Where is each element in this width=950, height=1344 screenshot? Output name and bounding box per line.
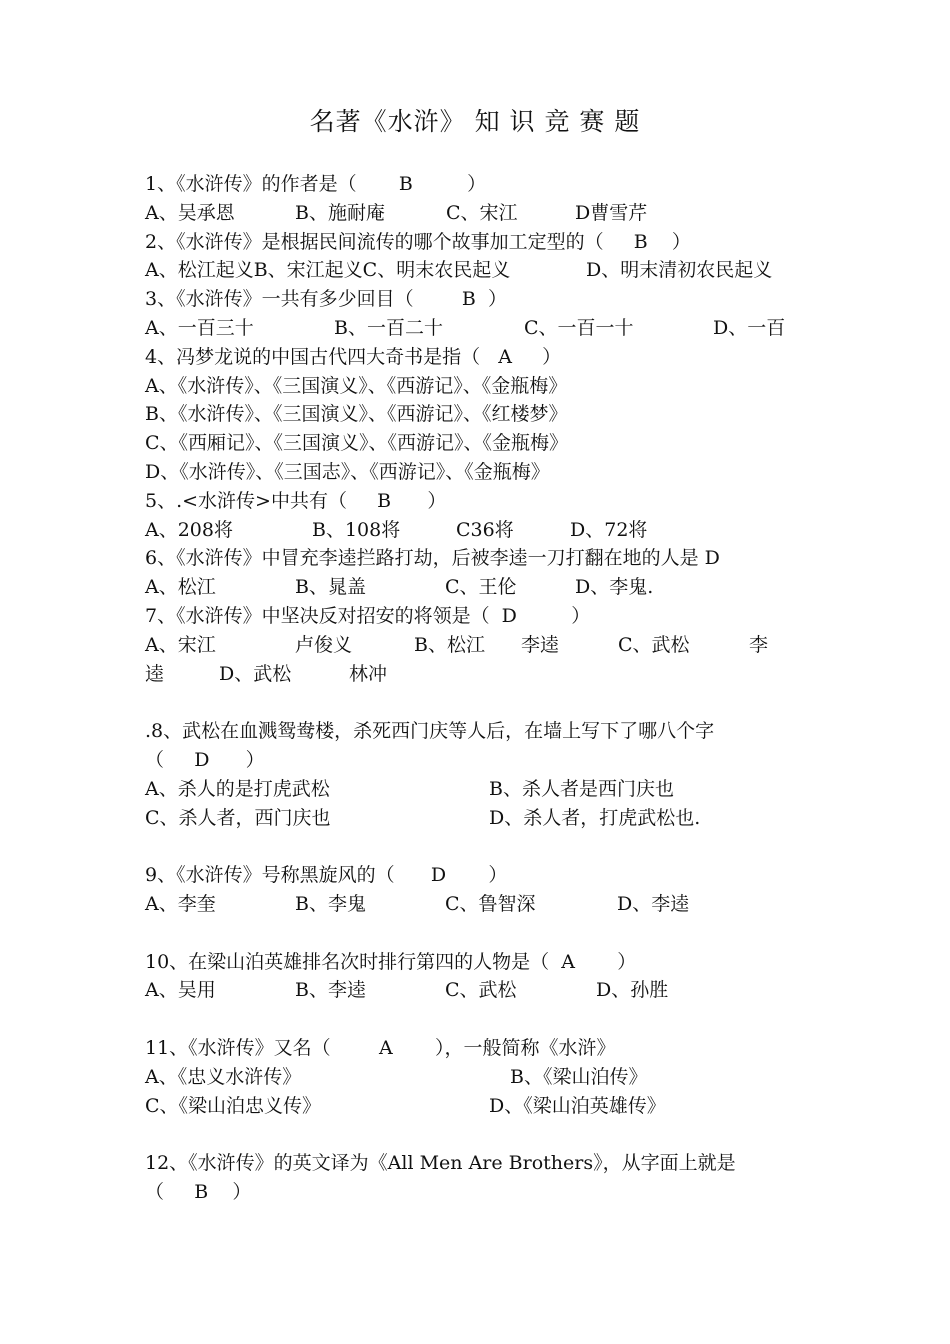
option-c: C、武松: [445, 979, 517, 1002]
option-c: C、《西厢记》、《三国演义》、《西游记》、《金瓶梅》: [145, 432, 569, 455]
option-b: B、晁盖: [295, 576, 366, 599]
option-b: B、《水浒传》、《三国演义》、《西游记》、《红楼梦》: [145, 403, 568, 426]
option-c: C、武松: [618, 633, 690, 656]
option-a: A、吴用: [145, 979, 216, 1002]
options-row: [145, 775, 825, 804]
option-b: B、施耐庵: [295, 201, 385, 224]
option-b-second: 李逵: [521, 633, 560, 656]
option-b: B、108将: [312, 518, 401, 541]
option-a-second: 卢俊义: [295, 633, 353, 656]
question-stem-cont: （ D ）: [145, 748, 265, 771]
question-10: [145, 948, 825, 1006]
question-2: [145, 228, 825, 286]
question-stem: 10、在梁山泊英雄排名次时排行第四的人物是（ A ）: [145, 950, 637, 973]
options-row: [145, 1063, 825, 1092]
options-row: [145, 976, 825, 1005]
option-d: D、李逵: [617, 892, 690, 915]
option-c-second-cont: 逵: [145, 662, 165, 685]
blank-line: [145, 832, 825, 861]
option-a: A、宋江: [145, 633, 216, 656]
option-b: B、李逵: [295, 979, 366, 1002]
question-6: [145, 544, 825, 602]
options-row: [145, 804, 825, 833]
option-a: A、吴承恩: [145, 201, 235, 224]
question-11: [145, 1034, 825, 1120]
options-row: [145, 314, 825, 343]
options-row: [145, 199, 825, 228]
question-stem: 1、《水浒传》的作者是（ B ）: [145, 173, 487, 195]
question-5: [145, 487, 825, 545]
option-a: A、杀人的是打虎武松: [145, 777, 330, 800]
question-stem: 11、《水浒传》又名（ A ），一般简称《水浒》: [145, 1036, 616, 1059]
option-c: C36将: [456, 518, 514, 541]
option-c: C、王伦: [445, 576, 517, 599]
question-4: [145, 343, 825, 487]
options-row: [145, 631, 825, 660]
blank-line: [145, 1005, 825, 1034]
option-d: D、李鬼.: [575, 576, 654, 599]
option-a: A、《忠义水浒传》: [145, 1065, 302, 1088]
option-c-second: 李: [749, 633, 769, 656]
options-row: [145, 890, 825, 919]
question-stem-cont: （ B ）: [145, 1180, 252, 1203]
option-d: D、《水浒传》、《三国志》、《西游记》、《金瓶梅》: [145, 460, 550, 483]
question-stem: 12、《水浒传》的英文译为《All Men Are Brothers》，从字面上就是: [145, 1152, 736, 1175]
question-12: [145, 1149, 825, 1207]
question-stem: .8、武松在血溅鸳鸯楼，杀死西门庆等人后，在墙上写下了哪八个字: [145, 720, 715, 743]
option-a: A、松江: [145, 576, 216, 599]
question-7: [145, 602, 825, 688]
option-d: D、杀人者，打虎武松也.: [489, 806, 701, 829]
question-stem: 2、《水浒传》是根据民间流传的哪个故事加工定型的（ B ）: [145, 230, 691, 253]
question-stem: 9、《水浒传》号称黑旋风的（ D ）: [145, 864, 508, 887]
blank-line: [145, 919, 825, 948]
blank-line: [145, 688, 825, 717]
option-a: A、李奎: [145, 892, 216, 915]
option-c: C、《梁山泊忠义传》: [145, 1094, 322, 1117]
option-c: C、宋江: [446, 201, 518, 224]
question-stem: 5、.<水浒传>中共有（ B ）: [145, 489, 447, 512]
question-3: [145, 285, 825, 343]
option-b: B、《梁山泊传》: [510, 1065, 648, 1088]
option-c: C、鲁智深: [445, 892, 536, 915]
question-1: [145, 170, 825, 228]
options-row: [145, 660, 825, 689]
option-b: B、李鬼: [295, 892, 366, 915]
document-title: 名著《水浒》 知 识 竞 赛 题: [309, 107, 641, 136]
option-d: D、孙胜: [596, 979, 669, 1002]
option-a: A、208将: [145, 518, 233, 541]
question-list: [145, 170, 825, 1207]
option-d: D、明末清初农民起义: [586, 259, 773, 282]
options-row: [145, 1092, 825, 1121]
option-c: C、一百一十: [524, 316, 634, 339]
blank-line: [145, 1120, 825, 1149]
question-9: [145, 861, 825, 919]
option-d: D、一百: [713, 316, 786, 339]
option-a: A、《水浒传》、《三国演义》、《西游记》、《金瓶梅》: [145, 374, 568, 397]
option-a: A、一百三十: [145, 316, 254, 339]
option-b: B、一百二十: [334, 316, 443, 339]
question-stem: 3、《水浒传》一共有多少回目（ B ）: [145, 288, 507, 311]
question-stem: 7、《水浒传》中坚决反对招安的将领是（ D ）: [145, 604, 591, 627]
option-c: C、杀人者，西门庆也: [145, 806, 331, 829]
option-b: B、松江: [414, 633, 485, 656]
options-row: [145, 516, 825, 545]
option-d: D曹雪芹: [575, 201, 648, 224]
option-abc: A、松江起义B、宋江起义C、明末农民起义: [145, 259, 511, 282]
option-d-second: 林冲: [349, 662, 388, 685]
option-d: D、72将: [570, 518, 648, 541]
question-stem: 4、冯梦龙说的中国古代四大奇书是指（ A ）: [145, 345, 562, 368]
option-d: D、《梁山泊英雄传》: [489, 1094, 666, 1117]
question-8: [145, 717, 825, 832]
option-d: D、武松: [219, 662, 292, 685]
option-b: B、杀人者是西门庆也: [489, 777, 674, 800]
options-row: [145, 256, 825, 285]
question-stem: 6、《水浒传》中冒充李逵拦路打劫，后被李逵一刀打翻在地的人是 D: [145, 547, 720, 570]
options-row: [145, 573, 825, 602]
